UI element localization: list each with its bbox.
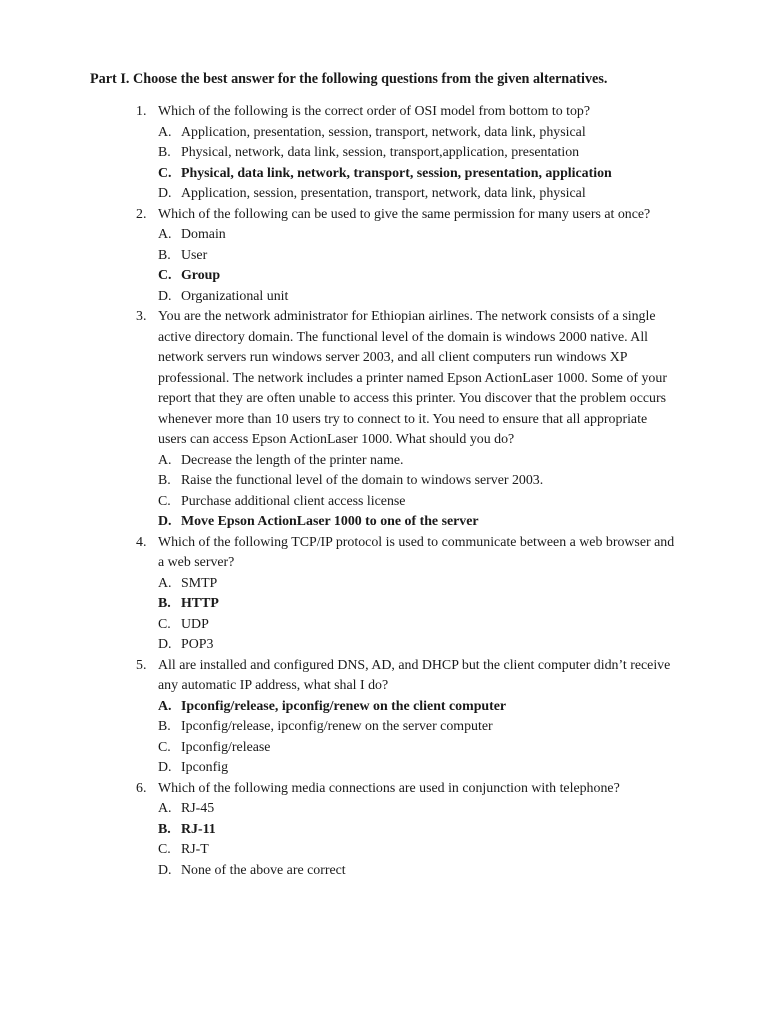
option-text: Move Epson ActionLaser 1000 to one of the server <box>181 514 479 529</box>
option-text: UDP <box>181 616 209 632</box>
option-text: Raise the functional level of the domain to windows server 2003. <box>181 473 544 488</box>
option-letter: D. <box>158 760 172 775</box>
option-text: RJ-T <box>181 842 209 857</box>
option-text: User <box>181 247 208 263</box>
option-text: Application, presentation, session, transport, network, data link, physical <box>181 124 586 140</box>
question-text: You are the network administrator for Ethiopian airlines. The network consists of a single active directory domain. The functional level of the domain is windows 2000 native. All network servers run windows server 2003, and all client computers run windows XP professional. The network includes a printer named Epson ActionLaser 1000. Some of your report that they are often unable to access this printer. You discover that the problem occurs whenever more than 10 users try to connect to it. You need to ensure that all appropriate users can access Epson ActionLaser 1000. What should you do? <box>158 309 667 447</box>
question-number: 2. <box>136 206 147 222</box>
answer-option-correct <box>158 820 676 841</box>
answer-option <box>158 635 676 656</box>
question-text: Which of the following can be used to give the same permission for many users at once? <box>158 206 651 222</box>
answer-option <box>158 615 676 636</box>
question-number: 5. <box>136 657 147 673</box>
option-letter: D. <box>158 288 172 304</box>
answer-option <box>158 717 676 738</box>
question-5 <box>136 656 676 779</box>
option-letter: A. <box>158 575 172 591</box>
option-letter: B. <box>158 596 171 611</box>
option-letter: C. <box>158 165 172 181</box>
option-letter: B. <box>158 719 171 734</box>
option-letter: A. <box>158 698 172 714</box>
answer-option-correct <box>158 512 676 533</box>
option-text: Purchase additional client access license <box>181 493 406 509</box>
answer-option <box>158 574 676 595</box>
option-letter: C. <box>158 842 171 857</box>
option-letter: D. <box>158 186 172 201</box>
question-text: Which of the following is the correct order of OSI model from bottom to top? <box>158 104 591 119</box>
answer-option <box>158 492 676 513</box>
option-letter: C. <box>158 739 171 755</box>
question-2 <box>136 205 676 308</box>
answer-option <box>158 471 676 492</box>
option-letter: A. <box>158 452 172 468</box>
answer-option <box>158 287 676 308</box>
option-text: Ipconfig/release <box>181 739 271 755</box>
answer-option-correct <box>158 594 676 615</box>
question-number: 6. <box>136 780 147 796</box>
answer-option <box>158 246 676 267</box>
option-letter: B. <box>158 247 171 263</box>
option-letter: C. <box>158 493 171 509</box>
option-text: Physical, data link, network, transport, session, presentation, application <box>181 165 612 181</box>
answer-option-correct <box>158 697 676 718</box>
option-text: Group <box>181 268 221 283</box>
question-number: 4. <box>136 534 147 550</box>
answer-option-correct <box>158 164 676 185</box>
question-number: 3. <box>136 309 147 324</box>
question-3 <box>136 307 676 533</box>
answer-option <box>158 861 676 882</box>
option-letter: A. <box>158 227 172 242</box>
option-text: SMTP <box>181 575 218 591</box>
option-text: Organizational unit <box>181 288 289 304</box>
option-text: Decrease the length of the printer name. <box>181 452 404 468</box>
answer-option <box>158 840 676 861</box>
option-text: POP3 <box>181 637 214 652</box>
option-text: Ipconfig <box>181 760 229 775</box>
question-text: Which of the following media connections are used in conjunction with telephone? <box>158 780 620 796</box>
option-letter: A. <box>158 801 172 816</box>
option-text: RJ-45 <box>181 801 215 816</box>
option-letter: B. <box>158 145 171 160</box>
option-text: Physical, network, data link, session, transport,application, presentation <box>181 145 580 160</box>
option-text: Application, session, presentation, transport, network, data link, physical <box>181 186 586 201</box>
option-letter: D. <box>158 862 172 878</box>
question-4 <box>136 533 676 656</box>
option-letter: B. <box>158 473 171 488</box>
option-letter: A. <box>158 124 172 140</box>
option-text: None of the above are correct <box>181 862 346 878</box>
option-text: Domain <box>181 227 226 242</box>
option-text: Ipconfig/release, ipconfig/renew on the server computer <box>181 719 493 734</box>
question-text: Which of the following TCP/IP protocol is used to communicate between a web browser and a web server? <box>158 534 675 570</box>
option-letter: B. <box>158 821 171 837</box>
option-letter: C. <box>158 268 172 283</box>
answer-option <box>158 451 676 472</box>
option-text: RJ-11 <box>181 821 216 837</box>
option-letter: C. <box>158 616 171 632</box>
answer-option <box>158 123 676 144</box>
option-letter: D. <box>158 514 172 529</box>
answer-option-correct <box>158 266 676 287</box>
answer-option <box>158 143 676 164</box>
answer-option <box>158 799 676 820</box>
question-list <box>136 102 676 881</box>
question-number: 1. <box>136 104 147 119</box>
answer-option <box>158 758 676 779</box>
answer-option <box>158 738 676 759</box>
answer-option <box>158 184 676 205</box>
question-6 <box>136 779 676 882</box>
option-text: HTTP <box>181 596 219 611</box>
option-letter: D. <box>158 637 172 652</box>
question-text: All are installed and configured DNS, AD, and DHCP but the client computer didn’t receive any automatic IP address, what shal I do? <box>158 657 671 693</box>
option-text: Ipconfig/release, ipconfig/renew on the client computer <box>181 698 507 714</box>
question-1 <box>136 102 676 205</box>
section-heading: Part I. Choose the best answer for the following questions from the given alternatives. <box>90 71 608 87</box>
answer-option <box>158 225 676 246</box>
